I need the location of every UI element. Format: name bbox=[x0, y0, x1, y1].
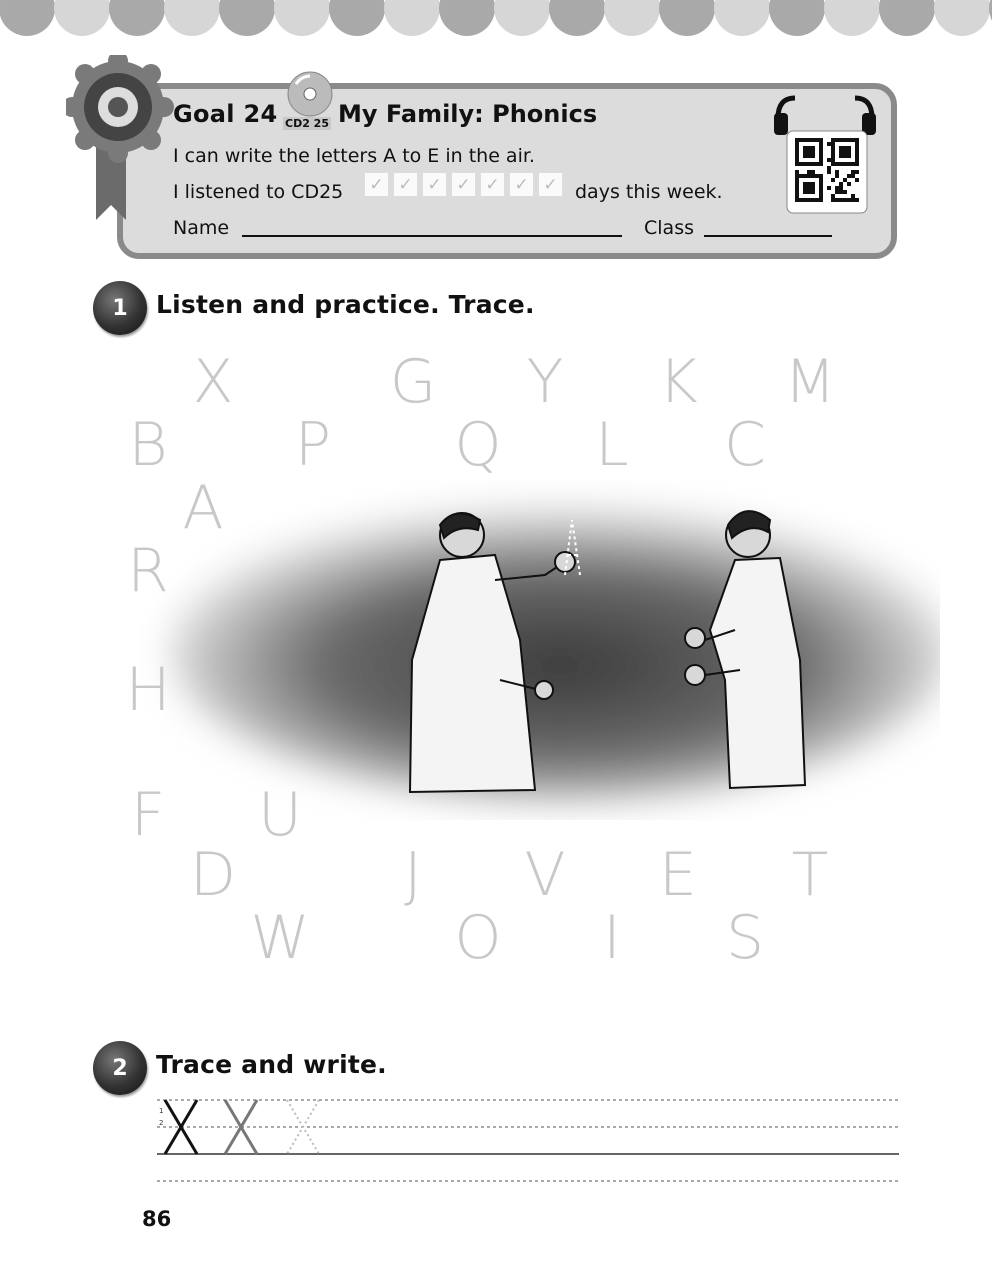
trace-letter[interactable]: X bbox=[192, 347, 234, 417]
section-2-title: Trace and write. bbox=[156, 1050, 387, 1079]
cd-track-label: CD2 25 bbox=[285, 117, 329, 130]
trace-letter[interactable]: G bbox=[389, 347, 437, 417]
top-scallop-border bbox=[0, 0, 992, 40]
boys-air-writing-illustration bbox=[140, 473, 940, 820]
name-label: Name bbox=[173, 217, 230, 239]
unit-title: My Family: Phonics bbox=[338, 100, 598, 128]
class-label: Class bbox=[644, 217, 694, 239]
trace-letter[interactable]: I bbox=[603, 903, 621, 973]
trace-letter[interactable]: M bbox=[784, 347, 836, 417]
class-field[interactable] bbox=[704, 235, 832, 237]
trace-letter[interactable]: V bbox=[524, 840, 566, 910]
trace-letter[interactable]: C bbox=[724, 410, 766, 480]
check-icon[interactable]: ✓ bbox=[422, 172, 447, 197]
svg-text:2: 2 bbox=[159, 1119, 164, 1127]
trace-letter[interactable]: R bbox=[127, 536, 169, 606]
trace-letter[interactable]: P bbox=[294, 410, 332, 480]
handwriting-lines[interactable] bbox=[157, 1095, 899, 1185]
trace-letter[interactable]: F bbox=[130, 780, 166, 850]
trace-letter[interactable]: W bbox=[250, 903, 310, 973]
listening-checkboxes bbox=[364, 172, 563, 197]
trace-letter[interactable]: O bbox=[454, 903, 502, 973]
section-1-title: Listen and practice. Trace. bbox=[156, 290, 535, 319]
trace-letter[interactable]: Q bbox=[454, 410, 502, 480]
listened-suffix: days this week. bbox=[575, 181, 723, 203]
section-2-badge: 2 bbox=[93, 1041, 147, 1095]
section-1-badge: 1 bbox=[93, 281, 147, 335]
trace-letter[interactable]: K bbox=[658, 347, 698, 417]
check-icon[interactable]: ✓ bbox=[451, 172, 476, 197]
trace-letter[interactable]: H bbox=[125, 655, 171, 725]
trace-letter[interactable]: E bbox=[659, 840, 697, 910]
trace-letter[interactable]: U bbox=[258, 780, 302, 850]
headphones-icon bbox=[774, 98, 876, 135]
check-icon[interactable]: ✓ bbox=[538, 172, 563, 197]
check-icon[interactable]: ✓ bbox=[509, 172, 534, 197]
trace-letter[interactable]: D bbox=[189, 840, 237, 910]
trace-letter[interactable]: Y bbox=[526, 347, 564, 417]
trace-letter[interactable]: J bbox=[404, 840, 422, 910]
listened-prefix: I listened to CD25 bbox=[173, 181, 344, 203]
trace-letter[interactable]: A bbox=[182, 473, 224, 543]
page-number: 86 bbox=[142, 1207, 172, 1231]
check-icon[interactable]: ✓ bbox=[393, 172, 418, 197]
check-icon[interactable]: ✓ bbox=[364, 172, 389, 197]
svg-text:1: 1 bbox=[159, 1107, 164, 1115]
goal-number: Goal 24 bbox=[173, 100, 278, 128]
qr-code-icon bbox=[770, 93, 880, 218]
check-icon[interactable]: ✓ bbox=[480, 172, 505, 197]
trace-letter[interactable]: B bbox=[128, 410, 168, 480]
cd-icon bbox=[286, 70, 334, 118]
trace-letter[interactable]: T bbox=[791, 840, 829, 910]
trace-letter[interactable]: S bbox=[725, 903, 765, 973]
name-field[interactable] bbox=[242, 235, 622, 237]
rosette-icon bbox=[66, 55, 176, 225]
can-do-statement: I can write the letters A to E in the air. bbox=[173, 145, 535, 167]
trace-letter[interactable]: L bbox=[595, 410, 629, 480]
